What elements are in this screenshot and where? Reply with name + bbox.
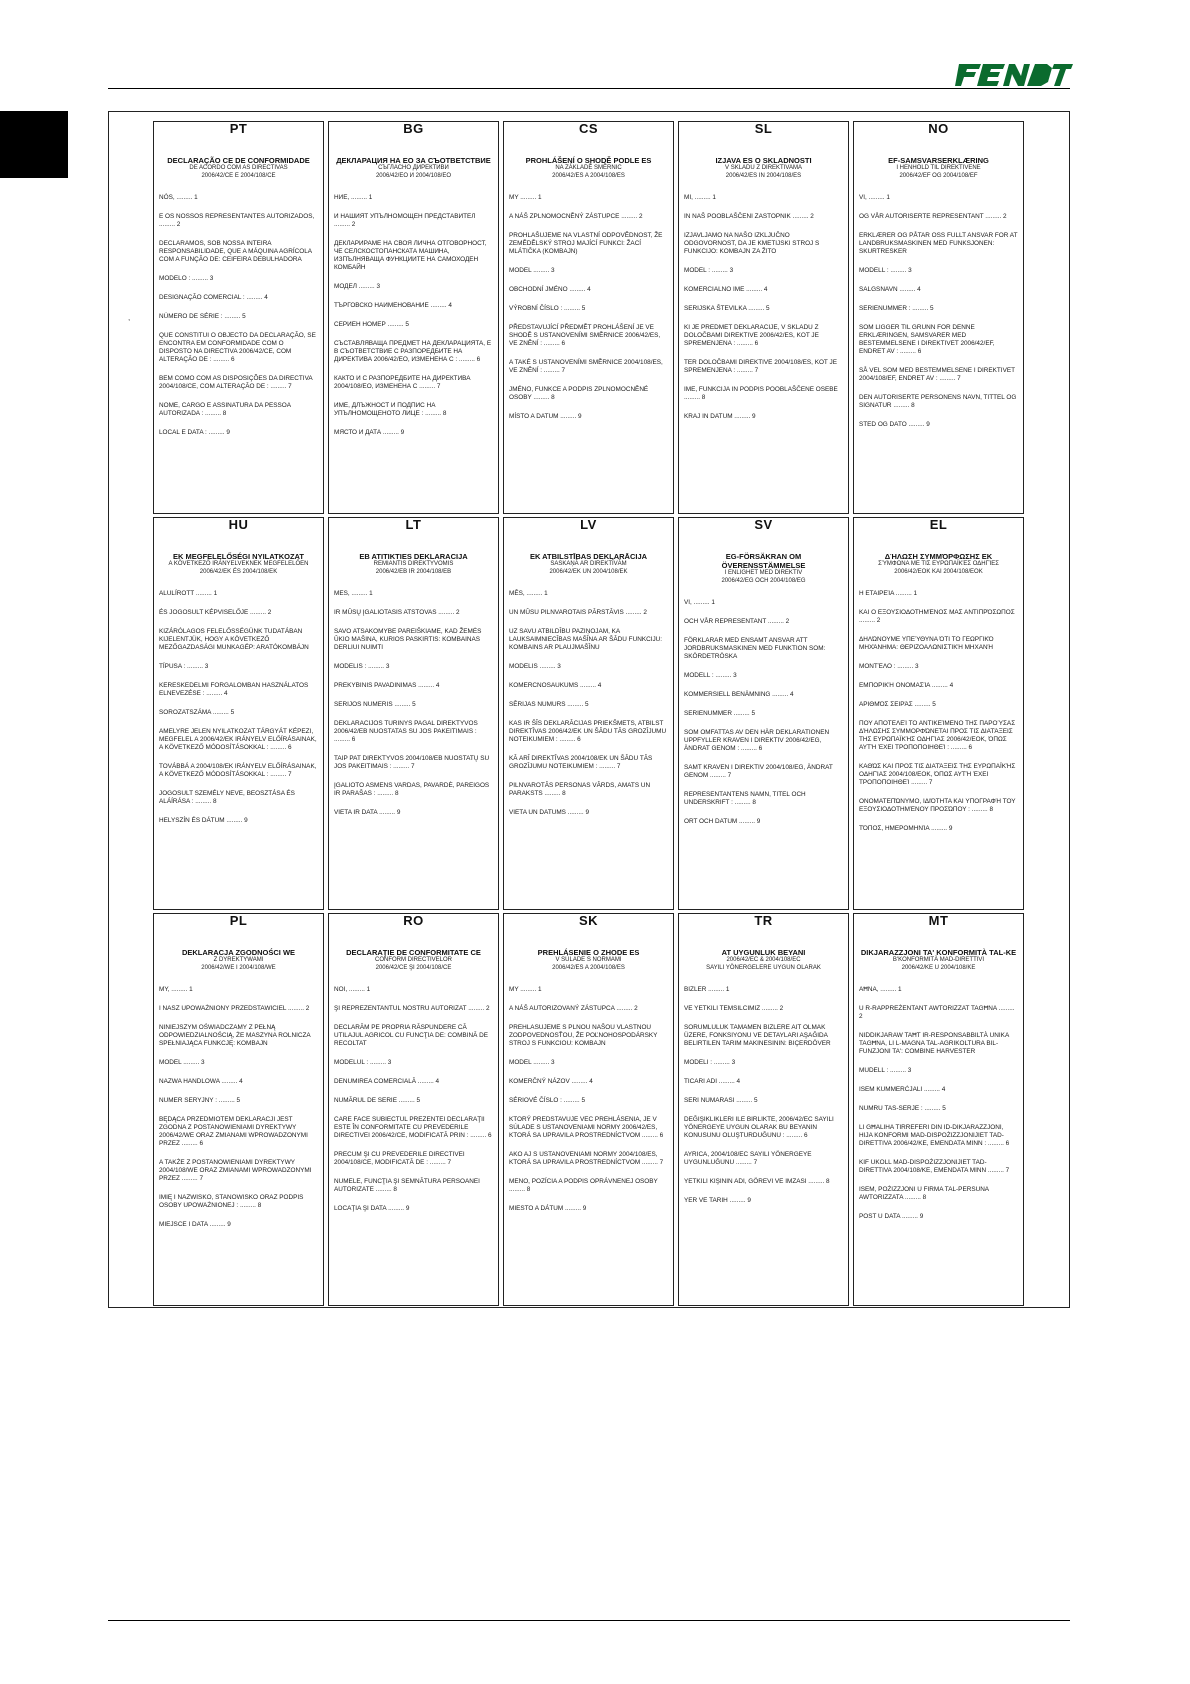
declaration-field: ÉS JOGOSULT KÉPVISELŐJE ......... 2	[159, 609, 272, 616]
language-code: PT	[229, 121, 248, 136]
declaration-field: NUMER SERYJNY : ......... 5	[159, 1097, 241, 1104]
margin-mark: ,	[128, 313, 131, 322]
declaration-field: ISEM KUMMERĊJALI ......... 4	[859, 1086, 946, 1093]
declaration-subtitle: CONFORM DIRECTIVELOR	[374, 957, 452, 963]
declaration-field: ALULÍROTT ......... 1	[159, 590, 218, 597]
declaration-subtitle: 2006/42/EK UN 2004/108/EK	[549, 568, 628, 575]
declaration-field: LOCAL E DATA : ......... 9	[159, 429, 230, 436]
declaration-field: SĒRIJAS NUMURS ......... 5	[509, 701, 589, 708]
declaration-pt	[153, 121, 324, 514]
declaration-sk	[503, 913, 674, 1306]
declaration-field: ΑΡΙΘΜΌΣ ΣΕΙΡΆΣ ......... 5	[859, 701, 936, 708]
declaration-subtitle: I ENLIGHET MED DIREKTIV	[724, 570, 803, 576]
section-tab	[0, 111, 68, 178]
declaration-field: ŞI REPREZENTANTUL NOSTRU AUTORIZAT ......... 2	[334, 1005, 490, 1012]
declaration-field: MENO, POZÍCIA A PODPIS OPRÁVNENEJ OSOBY ......... 8	[509, 1178, 658, 1193]
declaration-field: KOMERCNOSAUKUMS ......... 4	[509, 682, 602, 689]
declaration-field: ИМЕ, ДЛЪЖНОСТ И ПОДПИС НА УПЪЛНОМОЩЕНОТО ЛИЦЕ : ......... 8	[334, 402, 447, 417]
declaration-field: NOME, CARGO E ASSINATURA DA PESSOA AUTORIZADA : ......... 8	[159, 402, 291, 417]
language-code: EL	[929, 517, 948, 532]
declaration-title: DIKJARAZZJONI TA' KONFORMITÀ TAL-KE	[860, 948, 1017, 957]
declaration-field: KĀ ARĪ DIREKTĪVAS 2004/108/EK UN ŠĀDU TĀS GROZĪJUMU NOTEIKUMIEM : ......... 7	[509, 755, 653, 770]
declaration-title: IZJAVA ES O SKLADNOSTI	[715, 156, 812, 165]
declaration-sl	[678, 121, 849, 514]
declaration-field: BIZLER ......... 1	[684, 986, 730, 993]
declaration-field: QUE CONSTITUI O OBJECTO DA DECLARAÇÃO, SE ENCONTRA EM CONFORMIDADE COM O DISPOSTO NA DIRECTIVA 2006/42/CE, COM ALTERAÇÃO DE : ......... 6	[159, 332, 316, 363]
declaration-fields	[334, 194, 493, 437]
declaration-field: KI JE PREDMET DEKLARACIJE, V SKLADU Z DOLOČBAMI DIREKTIVE 2006/42/ES, KOT JE SPREMENJENA : ......... 6	[684, 324, 819, 347]
declaration-title: PROHLÁŠENÍ O SHODĚ PODLE ES	[525, 156, 652, 165]
declaration-field: MUDELL : ......... 3	[859, 1067, 912, 1074]
declaration-field: VE YETKILI TEMSILCIMIZ ......... 2	[684, 1005, 784, 1012]
declaration-subtitle: 2006/42/ЕО И 2004/108/ЕО	[375, 172, 452, 179]
declaration-field: NUMĂRUL DE SERIE ......... 5	[334, 1097, 421, 1104]
language-code: SK	[578, 913, 599, 928]
declaration-title: ДЕКЛАРАЦИЯ НА ЕО ЗА СЪОТВЕТСТВИЕ	[336, 156, 491, 165]
declaration-title: EK ATBILSTĪBAS DEKLARĀCIJA	[529, 552, 648, 561]
declaration-fields	[684, 986, 843, 1205]
declaration-field: MODELI : ......... 3	[684, 1059, 736, 1066]
declaration-field: VIETA IR DATA ......... 9	[334, 809, 401, 816]
declaration-field: KOMERCIALNO IME ......... 4	[684, 286, 768, 293]
declaration-field: MODELUL : ......... 3	[334, 1059, 392, 1066]
declaration-field: МЯСТО И ДАТА ......... 9	[334, 429, 405, 436]
declaration-field: PILNVAROTĀS PERSONAS VĀRDS, AMATS UN PARAKSTS ......... 8	[509, 782, 651, 797]
declaration-field: MY ......... 1	[509, 194, 542, 201]
declaration-field: U R-RAPPREŻENTANT AWTORIZZAT TAGĦNA ......... 2	[859, 1005, 1015, 1020]
declaration-field: DECLARAMOS, SOB NOSSA INTEIRA RESPONSABILIDADE, QUE A MÁQUINA AGRÍCOLA COM A FUNÇÃO DE: CEIFEIRA DEBULHADORA	[159, 240, 312, 263]
declaration-subtitle: 2006/42/ES A 2004/108/ES	[552, 964, 625, 971]
declaration-subtitle: A KÖVETKEZŐ IRÁNYELVEKNEK MEGFELELŐEN	[168, 561, 309, 567]
logo-letter-d	[1027, 64, 1052, 86]
declaration-subtitle: V SKLADU Z DIREKTIVAMA	[725, 165, 802, 171]
declaration-field: TICARI ADI ......... 4	[684, 1078, 741, 1085]
declaration-field: POST U DATA ......... 9	[859, 1213, 924, 1220]
language-code: TR	[754, 913, 773, 928]
declaration-field: MODEL ......... 3	[509, 1059, 555, 1066]
declaration-fields	[509, 986, 668, 1213]
declaration-field: AYRICA, 2004/108/EC SAYILI YÖNERGEYE UYGUNLUĞUNU ......... 7	[684, 1151, 812, 1166]
declaration-fields	[859, 986, 1018, 1221]
declaration-field: JMÉNO, FUNKCE A PODPIS ZPLNOMOCNĚNÉ OSOBY ......... 8	[509, 386, 649, 401]
declaration-field: AKO AJ S USTANOVENIAMI NORMY 2004/108/ES, KTORÁ SA UPRAVILA PROSTREDNÍCTVOM ......... 7	[509, 1151, 664, 1166]
declaration-title: PREHLÁSENIE O ZHODE ES	[537, 948, 640, 957]
declaration-subtitle: B'KONFORMITÀ MAD-DIRETTIVI	[892, 957, 985, 963]
declaration-subtitle: 2006/42/CE E 2004/108/CE	[201, 172, 276, 179]
declaration-field: VI, ......... 1	[859, 194, 890, 201]
declaration-tr	[678, 913, 849, 1306]
declaration-field: SERIJOS NUMERIS ......... 5	[334, 701, 416, 708]
declaration-fields	[334, 590, 493, 817]
declaration-frame	[108, 111, 1070, 1308]
declaration-field: MY ......... 1	[509, 986, 542, 993]
declaration-field: MODEL ......... 3	[159, 1059, 205, 1066]
declaration-field: KAS IR ŠĪS DEKLARĀCIJAS PRIEKŠMETS, ATBILST DIREKTĪVAS 2006/42/EK UN ŠĀDU TĀS GROZĪJUMU NOTEIKUMIEM : ......... 6	[509, 720, 667, 743]
declaration-field: CARE FACE SUBIECTUL PREZENTEI DECLARAŢII ESTE ÎN CONFORMITATE CU PREVEDERILE DIRECTIVEI 2006/42/CE, MODIFICATĂ PRIN : ......... 6	[334, 1116, 492, 1139]
declaration-field: I NASZ UPOWAŻNIONY PRZEDSTAWICIEL ......... 2	[159, 1005, 310, 1012]
declaration-title: AT UYGUNLUK BEYANI	[721, 948, 806, 957]
declaration-subtitle: 2006/42/ES IN 2004/108/ES	[725, 172, 802, 179]
declaration-field: LI GĦALIHA TIRREFERI DIN ID-DIKJARAZZJONI, HIJA KONFORMI MAD-DISPOŻIZZJONIJIET TAD-DIRETTIVA 2006/42/KE, EMENDATA MINN : ......... 6	[859, 1124, 1010, 1147]
declaration-field: OBCHODNÍ JMÉNO ......... 4	[509, 286, 591, 293]
declaration-field: KIF UKOLL MAD-DISPOŻIZZJONIJIET TAD-DIRETTIVA 2004/108/KE, EMENDATA MINN ......... 7	[859, 1159, 1010, 1174]
declaration-subtitle: 2006/42/CE ŞI 2004/108/CE	[375, 964, 452, 971]
declaration-field: TAIP PAT DIREKTYVOS 2004/108/EB NUOSTATŲ SU JOS PAKEITIMAIS : ......... 7	[334, 755, 490, 770]
declaration-field: SOM LIGGER TIL GRUNN FOR DENNE ERKLÆRINGEN, SAMSVARER MED BESTEMMELSENE I DIREKTIVET 2006/42/EF, ENDRET AV : ......... 6	[859, 324, 995, 355]
declaration-field: MI, ......... 1	[684, 194, 716, 201]
declaration-field: NUMELE, FUNCŢIA ŞI SEMNĂTURA PERSOANEI AUTORIZATE ......... 8	[334, 1178, 480, 1193]
declaration-subtitle: ΣΎΜΦΩΝΑ ΜΕ ΤΙΣ ΕΥΡΩΠΑΪΚΈΣ ΟΔΗΓΊΕΣ	[878, 561, 999, 567]
declaration-field: СЪСТАВЛЯВАЩА ПРЕДМЕТ НА ДЕКЛАРАЦИЯТА, Е В СЪОТВЕТСТВИЕ С РАЗПОРЕДБИТЕ НА ДИРЕКТИВА 2006/42/ЕО, ИЗМЕНЕНА С : ......... 6	[334, 340, 492, 363]
declaration-field: ТЪРГОВСКО НАИМЕНОВАНИЕ ......... 4	[334, 302, 452, 309]
declaration-field: ΔΗΛΏΝΟΥΜΕ ΥΠΕΎΘΥΝΑ ΌΤΙ ΤΟ ΓΕΩΡΓΙΚΌ ΜΗΧΆΝΗΜΑ: ΘΕΡΙΖΟΑΛΩΝΙΣΤΙΚΉ ΜΗΧΑΝΉ	[859, 636, 994, 651]
declaration-field: ERKLÆRER OG PÅTAR OSS FULLT ANSVAR FOR AT LANDBRUKSMASKINEN MED FUNKSJONEN: SKURTRESKER	[859, 232, 1018, 255]
declaration-field: DENUMIREA COMERCIALĂ ......... 4	[334, 1078, 440, 1085]
declaration-title: ΔΉΛΩΣΗ ΣΥΜΜΌΡΦΩΣΗΣ ΕΚ	[884, 552, 993, 561]
declaration-field: NÓS, ......... 1	[159, 194, 198, 201]
declaration-field: TÍPUSA : ......... 3	[159, 663, 209, 670]
declaration-no	[853, 121, 1024, 514]
language-code: NO	[928, 121, 949, 136]
declaration-field: ДЕКЛАРИРАМЕ НА СВОЯ ЛИЧНА ОТГОВОРНОСТ, ЧЕ СЕЛСКОСТОПАНСКАТА МАШИНА, ИЗПЪЛНЯВАЩА ФУНКЦИИТЕ НА САМОХОДЕН КОМБАЙН	[334, 240, 487, 271]
declaration-field: AMELYRE JELEN NYILATKOZAT TÁRGYÁT KÉPEZI, MEGFELEL A 2006/42/EK IRÁNYELV ELŐÍRÁSAINAK, A KÖVETKEZŐ MÓDOSÍTÁSOKKAL : ......... 6	[159, 728, 317, 751]
declaration-subtitle: 2006/42/ES A 2004/108/ES	[552, 172, 625, 179]
logo-letter-e	[977, 64, 1005, 86]
declaration-field: UZ SAVU ATBILDĪBU PAZIŅOJAM, KA LAUKSAIMNIECĪBAS MAŠĪNA AR ŠĀDU FUNKCIJU: KOMBAINS AR PLAUJMAŠĪNU	[509, 628, 663, 651]
declaration-fields	[159, 590, 318, 825]
declaration-fields	[509, 194, 668, 421]
declaration-field: KOMERČNÝ NÁZOV ......... 4	[509, 1078, 593, 1085]
declaration-subtitle: DE ACORDO COM AS DIRECTIVAS	[189, 165, 288, 171]
declaration-title: EB ATITIKTIES DEKLARACIJA	[359, 552, 468, 561]
declaration-field: SERIJSKA ŠTEVILKA ......... 5	[684, 305, 770, 312]
declaration-field: SERI NUMARASI ......... 5	[684, 1097, 758, 1104]
declaration-field: STED OG DATO ......... 9	[859, 421, 930, 428]
declaration-field: OG VÅR AUTORISERTE REPRESENTANT ......... 2	[859, 213, 1007, 220]
declaration-subtitle: 2006/42/EB IR 2004/108/EB	[375, 568, 452, 575]
declaration-field: IME, FUNKCIJA IN PODPIS POOBLAŠČENE OSEBE ......... 8	[684, 386, 838, 401]
declaration-fields	[684, 599, 843, 826]
declaration-field: ΟΝΟΜΑΤΕΠΏΝΥΜΟ, ΙΔΙΌΤΗΤΑ ΚΑΙ ΥΠΟΓΡΑΦΉ ΤΟΥ ΕΞΟΥΣΙΟΔΟΤΗΜΈΝΟΥ ΠΡΟΣΏΠΟΥ : ......... 8	[859, 798, 1016, 813]
declaration-field: SÉRIOVÉ ČÍSLO : ......... 5	[509, 1097, 586, 1104]
declaration-field: MY, ......... 1	[159, 986, 193, 993]
declaration-subtitle: 2006/42/WE I 2004/108/WE	[201, 964, 276, 971]
declaration-field: AĦNA, ......... 1	[859, 986, 902, 993]
declaration-field: SAMT KRAVEN I DIREKTIV 2004/108/EG, ÄNDRAT GENOM ......... 7	[684, 764, 833, 779]
language-code: LV	[580, 517, 597, 532]
declaration-field: PREKYBINIS PAVADINIMAS ......... 4	[334, 682, 440, 689]
declaration-field: YER VE TARIH ......... 9	[684, 1197, 751, 1204]
declaration-field: NÚMERO DE SÉRIE : ......... 5	[159, 313, 246, 320]
declaration-hu	[153, 517, 324, 910]
declaration-field: DEĞIŞIKLIKLERI ILE BIRLIKTE, 2006/42/EC SAYILI YÖNERGEYE UYGUN OLARAK BU BEYANIN KONUSUNU OLUŞTURDUĞUNU : ......... 6	[684, 1116, 834, 1139]
footer-rule	[108, 1620, 1070, 1621]
declaration-field: IN NAŠ POOBLAŠČENI ZASTOPNIK ......... 2	[684, 213, 814, 220]
language-code: SV	[754, 517, 773, 532]
declaration-fields	[334, 986, 493, 1213]
declaration-field: MODELO : ......... 3	[159, 275, 214, 282]
declaration-subtitle: REMIANTIS DIREKTYVOMIS	[373, 561, 454, 567]
declaration-field: OCH VÅR REPRESENTANT ......... 2	[684, 618, 790, 625]
declaration-field: Η ΕΤΑΙΡΕΊΑ ......... 1	[859, 590, 918, 597]
declaration-field: ΚΑΙ Ο ΕΞΟΥΣΙΟΔΟΤΗΜΈΝΟΣ ΜΑΣ ΑΝΤΙΠΡΌΣΩΠΟΣ ......... 2	[859, 609, 1015, 624]
declaration-field: ISEM, POŻIZZJONI U FIRMA TAL-PERSUNA AWTORIZZATA ......... 8	[859, 1186, 989, 1201]
declaration-field: KOMMERSIELL BENÄMNING ......... 4	[684, 691, 794, 698]
language-code: LT	[405, 517, 422, 532]
declaration-title: EF-SAMSVARSERKLÆRING	[888, 156, 989, 165]
declaration-field: SERIENUMMER ......... 5	[684, 710, 756, 717]
declaration-field: MÍSTO A DATUM ......... 9	[509, 413, 582, 420]
declaration-field: ΜΟΝΤΈΛΟ : ......... 3	[859, 663, 919, 670]
declaration-field: НИЕ, ......... 1	[334, 194, 373, 201]
declaration-field: SALGSNAVN ......... 4	[859, 286, 921, 293]
declaration-mt	[853, 913, 1024, 1306]
declaration-field: И НАШИЯТ УПЪЛНОМОЩЕН ПРЕДСТАВИТЕЛ ......... 2	[334, 213, 476, 228]
declaration-field: VIETA UN DATUMS ......... 9	[509, 809, 590, 816]
declaration-field: VÝROBNÍ ČÍSLO : ......... 5	[509, 305, 586, 312]
declaration-subtitle: 2006/42/ΕΟΚ ΚΑΙ 2004/108/ΕΟΚ	[894, 568, 983, 575]
language-code: SL	[754, 121, 773, 136]
declaration-field: MĒS, ......... 1	[509, 590, 548, 597]
declaration-field: DECLARĂM PE PROPRIA RĂSPUNDERE CĂ UTILAJUL AGRICOL CU FUNCŢIA DE: COMBINĂ DE RECOLTAT	[334, 1024, 488, 1047]
declaration-field: ORT OCH DATUM ......... 9	[684, 818, 761, 825]
declaration-subtitle: SAYILI YÖNERGELERE UYGUN OLARAK	[706, 964, 821, 971]
declaration-fields	[859, 590, 1018, 833]
declaration-title: DECLARAŢIE DE CONFORMITATE CE	[346, 948, 481, 957]
declaration-subtitle: 2006/42/EG OCH 2004/108/EG	[721, 577, 806, 584]
declaration-field: HELYSZÍN ÉS DÁTUM ......... 9	[159, 817, 248, 824]
declaration-field: FÖRKLARAR MED ENSAMT ANSVAR ATT JORDBRUKSMASKINEN MED FUNKTION SOM: SKÖRDETRÖSKA	[684, 637, 826, 660]
declaration-field: IR MŪSŲ ĮGALIOTASIS ATSTOVAS ......... 2	[334, 609, 460, 616]
language-code: MT	[928, 913, 949, 928]
declaration-field: A NÁŠ AUTORIZOVANÝ ZÁSTUPCA ......... 2	[509, 1005, 638, 1012]
logo-letter-t	[1052, 64, 1073, 86]
fendt-logo	[955, 62, 1073, 88]
declaration-field: DEN AUTORISERTE PERSONENS NAVN, TITTEL OG SIGNATUR ......... 8	[859, 394, 1017, 409]
logo-letter-f	[955, 64, 981, 86]
declaration-field: A NÁŠ ZPLNOMOCNĚNÝ ZÁSTUPCE ......... 2	[509, 213, 643, 220]
declaration-field: E OS NOSSOS REPRESENTANTES AUTORIZADOS, ......... 2	[159, 213, 315, 228]
declaration-fields	[509, 590, 668, 817]
declaration-field: ĮGALIOTO ASMENS VARDAS, PAVARDĖ, PAREIGOS IR PARAŠAS : ......... 8	[334, 782, 490, 797]
declaration-field: ΠΟΥ ΑΠΟΤΕΛΕΊ ΤΟ ΑΝΤΙΚΕΊΜΕΝΟ ΤΗΣ ΠΑΡΟΎΣΑΣ ΔΉΛΩΣΗΣ ΣΥΜΜΟΡΦΏΝΕΤΑΙ ΠΡΟΣ ΤΙΣ ΔΙΑΤΆΞΕΙΣ ΤΗΣ ΕΥΡΩΠΑΪΚΉΣ ΟΔΗΓΊΑΣ 2006/42/ΕΟΚ, ΌΠΩΣ ΑΥΤΉ ΈΧΕΙ ΤΡΟΠΟΠΟΙΗΘΕΊ : ......... 6	[859, 720, 1016, 751]
declaration-lv	[503, 517, 674, 910]
declaration-cs	[503, 121, 674, 514]
declaration-field: SAVO ATSAKOMYBE PAREIŠKIAME, KAD ŽEMĖS ŪKIO MAŠINA, KURIOS PASKIRTIS: KOMBAINAS DERLIUI NUIMTI	[334, 628, 482, 651]
declaration-field: NOI, ......... 1	[334, 986, 371, 993]
declaration-subtitle: 2006/42/EC & 2004/108/EC	[726, 957, 801, 963]
language-code: RO	[403, 913, 424, 928]
declaration-sv	[678, 517, 849, 910]
declaration-field: MODELL : ......... 3	[684, 672, 737, 679]
declaration-field: MODEL ......... 3	[509, 267, 555, 274]
declaration-field: SOM OMFATTAS AV DEN HÄR DEKLARATIONEN UPPFYLLER KRAVEN I DIREKTIV 2006/42/EG, ÄNDRAT GENOM : ......... 6	[684, 729, 830, 752]
declaration-subtitle: 2006/42/EK ÉS 2004/108/EK	[199, 568, 278, 575]
declaration-title: DECLARAÇÃO CE DE CONFORMIDADE	[167, 156, 310, 165]
declaration-fields	[159, 986, 318, 1229]
declaration-field: IMIĘ I NAZWISKO, STANOWISKO ORAZ PODPIS OSOBY UPOWAŻNIONEJ : ......... 8	[159, 1194, 304, 1209]
declaration-field: SOROZATSZÁMA ......... 5	[159, 709, 235, 716]
declaration-field: ΚΑΘΏΣ ΚΑΙ ΠΡΟΣ ΤΙΣ ΔΙΑΤΆΞΕΙΣ ΤΗΣ ΕΥΡΩΠΑΪΚΉΣ ΟΔΗΓΊΑΣ 2004/108/ΕΟΚ, ΌΠΩΣ ΑΥΤΉ ΈΧΕΙ ΤΡΟΠΟΠΟΙΗΘΕΊ ......... 7	[859, 763, 1016, 786]
declaration-field: NUMRU TAS-SERJE : ......... 5	[859, 1105, 946, 1112]
declaration-field: PRECUM ŞI CU PREVEDERILE DIRECTIVEI 2004/108/CE, MODIFICATĂ DE : ......... 7	[334, 1151, 465, 1166]
declaration-field: TOVÁBBÁ A 2004/108/EK IRÁNYELV ELŐÍRÁSAINAK, A KÖVETKEZŐ MÓDOSÍTÁSOKKAL : ......... 7	[159, 763, 317, 778]
declaration-subtitle: 2006/42/KE U 2004/108/KE	[901, 964, 976, 971]
declaration-field: SÅ VEL SOM MED BESTEMMELSENE I DIREKTIVET 2004/108/EF, ENDRET AV : ......... 7	[859, 367, 1015, 382]
declaration-subtitle: СЪГЛАСНО ДИРЕКТИВИ	[378, 165, 449, 171]
declaration-fields	[159, 194, 318, 437]
declaration-field: МОДЕЛ ......... 3	[334, 283, 381, 290]
declaration-pl	[153, 913, 324, 1306]
declaration-title: DEKLARACJA ZGODNOŚCI WE	[181, 948, 296, 957]
declaration-field: PREHLASUJEME S PLNOU NAŠOU VLASTNOU ZODPOVEDNOSŤOU, ŽE POĽNOHOSPODÁRSKY STROJ S FUNKCIOU: KOMBAJN	[509, 1024, 658, 1047]
declaration-bg	[328, 121, 499, 514]
declaration-subtitle: V SÚLADE S NORMAMI	[555, 957, 622, 963]
header-rule	[108, 88, 1070, 89]
declaration-field: UN MŪSU PILNVAROTAIS PĀRSTĀVIS ......... 2	[509, 609, 647, 616]
declaration-field: MODELIS ......... 3	[509, 663, 561, 670]
declaration-field: MIEJSCE I DATA ......... 9	[159, 1221, 231, 1228]
declaration-el	[853, 517, 1024, 910]
declaration-field: MES, ......... 1	[334, 590, 373, 597]
declaration-field: REPRESENTANTENS NAMN, TITEL OCH UNDERSKRIFT : ......... 8	[684, 791, 806, 806]
declaration-field: PŘEDSTAVUJÍCÍ PŘEDMĚT PROHLÁŠENÍ JE VE SHODĚ S USTANOVENÍMI SMĚRNICE 2006/42/ES, VE ZNĚNÍ : ......... 6	[509, 324, 661, 347]
declaration-field: IZJAVLJAMO NA NAŠO IZKLJUČNO ODGOVORNOST, DA JE KMETIJSKI STROJ S FUNKCIJO: KOMBAJN ZA ŽITO	[684, 232, 820, 255]
declaration-field: NAZWA HANDLOWA ......... 4	[159, 1078, 243, 1085]
declaration-field: ΕΜΠΟΡΙΚΉ ΟΝΟΜΑΣΊΑ ......... 4	[859, 682, 954, 689]
declaration-field: LOCAŢIA ŞI DATA ......... 9	[334, 1205, 410, 1212]
declaration-title: EK MEGFELELŐSÉGI NYILATKOZAT	[173, 552, 304, 561]
declaration-subtitle: Z DYREKTYWAMI	[213, 957, 264, 963]
declaration-field: YETKILI KIŞININ ADI, GÖREVI VE IMZASI ......... 8	[684, 1178, 830, 1185]
declaration-fields	[859, 194, 1018, 429]
declaration-field: A TAKŻE Z POSTANOWIENIAMI DYREKTYWY 2004/108/WE ORAZ ZMIANAMI WPROWADZONYMI PRZEZ ......... 7	[159, 1159, 312, 1182]
language-code: BG	[403, 121, 424, 136]
language-code: CS	[578, 121, 599, 136]
declaration-field: TER DOLOČBAMI DIREKTIVE 2004/108/ES, KOT JE SPREMENJENA : ......... 7	[684, 359, 837, 374]
declaration-subtitle: 2006/42/EF OG 2004/108/EF	[899, 172, 978, 179]
declaration-field: BĘDĄCA PRZEDMIOTEM DEKLARACJI JEST ZGODNA Z POSTANOWIENIAMI DYREKTYWY 2006/42/WE ORAZ ZMIANAMI WPROWADZONYMI PRZEZ ......... 6	[159, 1116, 308, 1147]
declaration-field: SORUMLULUK TAMAMEN BIZLERE AIT OLMAK ÜZERE, FONKSIYONU VE DETAYLARI AŞAĞIDA BELIRTILEN TARIM MAKINESININ: BIÇERDÖVER	[684, 1024, 831, 1047]
declaration-title: EG-FÖRSÄKRAN OM ÖVERENSSTÄMMELSE	[721, 552, 806, 570]
declaration-field: MODELIS : ......... 3	[334, 663, 390, 670]
declaration-field: KRAJ IN DATUM ......... 9	[684, 413, 756, 420]
declaration-field: DEKLARACIJOS TURINYS PAGAL DIREKTYVOS 2006/42/EB NUOSTATAS SU JOS PAKEITIMAIS : ......... 6	[334, 720, 478, 743]
declaration-field: ΤΌΠΟΣ, ΗΜΕΡΟΜΗΝΊΑ ......... 9	[859, 825, 953, 832]
language-code: HU	[228, 517, 249, 532]
declaration-field: СЕРИЕН НОМЕР ......... 5	[334, 321, 409, 328]
declaration-field: KERESKEDELMI FORGALOMBAN HASZNÁLATOS ELNEVEZÉSE : ......... 4	[159, 682, 309, 697]
declaration-field: KIZÁRÓLAGOS FELELŐSSÉGÜNK TUDATÁBAN KIJELENTJÜK, HOGY A KÖVETKEZŐ MEZŐGAZDASÁGI MUNKAGÉP: ARATÓKOMBÁJN	[159, 628, 309, 651]
declaration-field: A TAKÉ S USTANOVENÍMI SMĚRNICE 2004/108/ES, VE ZNĚNÍ : ......... 7	[509, 359, 663, 374]
declaration-subtitle: NA ZÁKLADĚ SMĚRNIC	[555, 165, 622, 171]
declaration-lt	[328, 517, 499, 910]
declaration-field: SERIENUMMER : ......... 5	[859, 305, 934, 312]
declaration-fields	[684, 194, 843, 421]
declaration-field: PROHLAŠUJEME NA VLASTNÍ ODPOVĚDNOST, ŽE ZEMĚDĚLSKÝ STROJ MAJÍCÍ FUNKCI: ŽACÍ MLÁTIČKA (KOMBAJN)	[509, 232, 663, 255]
declaration-field: JOGOSULT SZEMÉLY NEVE, BEOSZTÁSA ÉS ALÁÍRÁSA : ......... 8	[159, 790, 295, 805]
declaration-field: BEM COMO COM AS DISPOSIÇÕES DA DIRECTIVA 2004/108/CE, COM ALTERAÇÃO DE : ......... 7	[159, 375, 313, 390]
declaration-field: NIDDIKJARAW TAĦT IR-RESPONSABBILTÀ UNIKA TAGĦNA, LI L-MAGNA TAL-AGRIKOLTURA BIL-FUNZJONI TA': COMBINE HARVESTER	[859, 1032, 1009, 1055]
declaration-subtitle: SASKAŅĀ AR DIREKTĪVĀM	[550, 561, 627, 567]
logo-letter-n	[1003, 64, 1030, 86]
declaration-field: VI, ......... 1	[684, 599, 715, 606]
language-code: PL	[229, 913, 248, 928]
declaration-field: КАКТО И С РАЗПОРЕДБИТЕ НА ДИРЕКТИВА 2004/108/ЕО, ИЗМЕНЕНА С ......... 7	[334, 375, 471, 390]
declaration-field: DESIGNAÇÃO COMERCIAL : ......... 4	[159, 294, 268, 301]
declaration-field: MIESTO A DÁTUM ......... 9	[509, 1205, 587, 1212]
declaration-ro	[328, 913, 499, 1306]
declaration-grid	[153, 121, 1024, 1306]
declaration-field: MODEL : ......... 3	[684, 267, 734, 274]
declaration-field: NINIEJSZYM OŚWIADCZAMY Z PEŁNĄ ODPOWIEDZIALNOŚCIĄ, ŻE MASZYNA ROLNICZA SPEŁNIAJĄCA FUNKCJĘ: KOMBAJN	[159, 1024, 311, 1047]
declaration-field: MODELL : ......... 3	[859, 267, 912, 274]
declaration-subtitle: I HENHOLD TIL DIREKTIVENE	[896, 165, 981, 171]
declaration-field: KTORÝ PREDSTAVUJE VEC PREHLÁSENIA, JE V SÚLADE S USTANOVENIAMI NORMY 2006/42/ES, KTORÁ SA UPRAVILA PROSTREDNÍCTVOM ......... 6	[509, 1116, 664, 1139]
